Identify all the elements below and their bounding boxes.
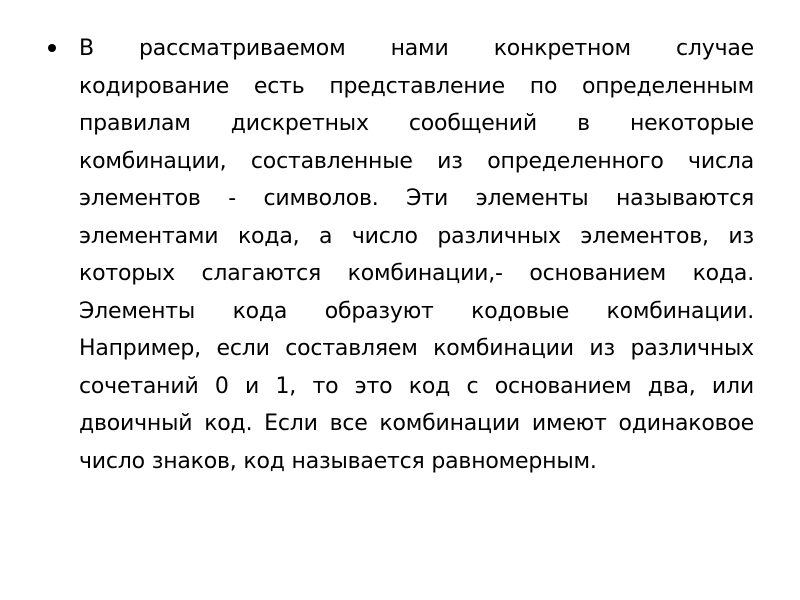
bullet-text: В рассматриваемом нами конкретном случае кодирование есть представление по определенным правилам дискретных сообщений в некоторые комбинации, составленные из определенного числа элементов - символов. Эти элементы называются элементами кода, а число различных элементов, из которых слагаются комбинации,- основанием кода. Элементы кода образуют кодовые комбинации. Например, если составляем комбинации из различных сочетаний 0 и 1, то это код с основанием два, или двоичный код. Если все комбинации имеют одинаковое число знаков, код называется равномерным. (79, 36, 754, 474)
bullet-list (46, 30, 754, 480)
bullet-item (46, 30, 754, 480)
bullet-icon (48, 44, 56, 52)
